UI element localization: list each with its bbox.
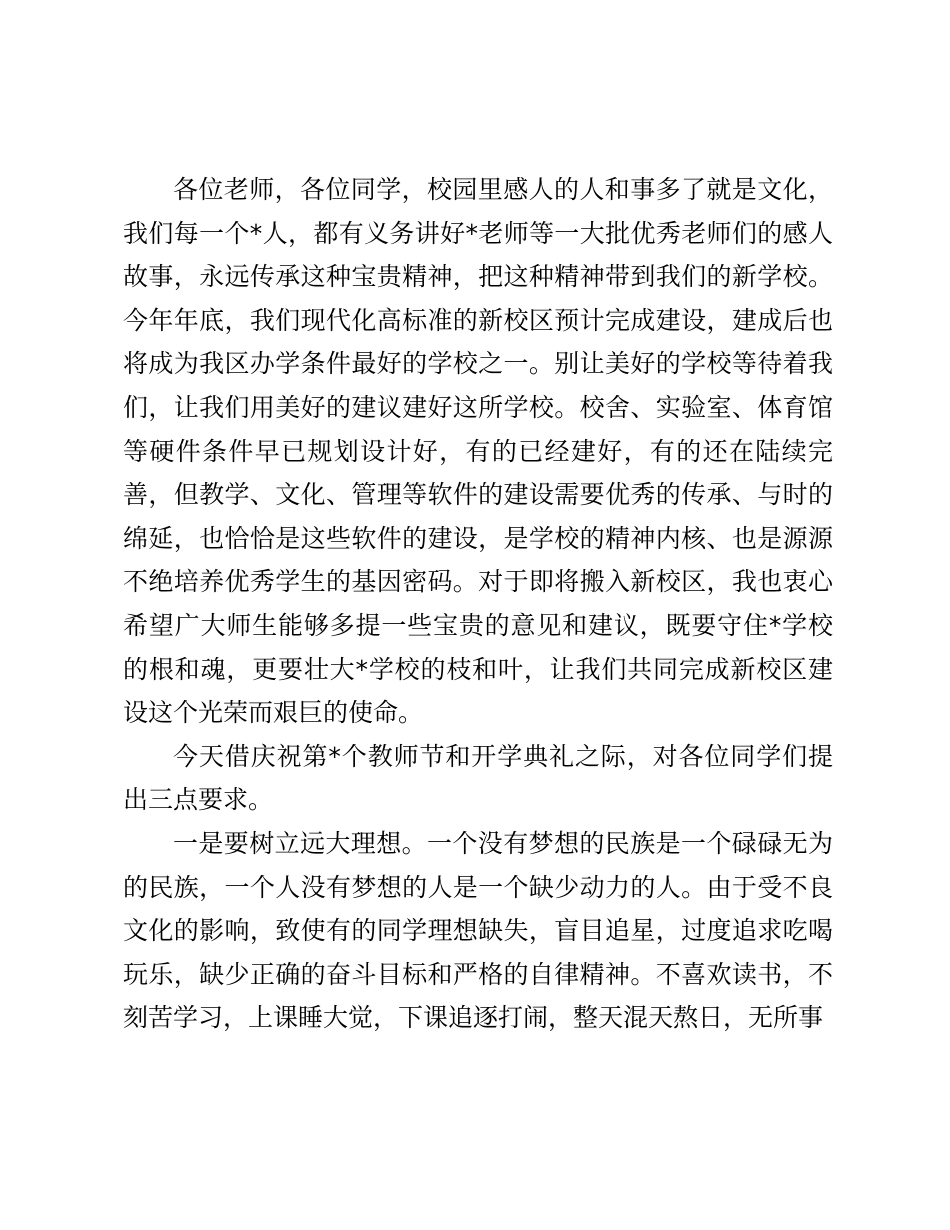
- paragraph-new-campus: 各位老师，各位同学，校园里感人的人和事多了就是文化，我们每一个*人，都有义务讲好*老师等一大批优秀老师们的感人故事，永远传承这种宝贵精神，把这种精神带到我们的新学校。今年年底，我们现代化高标准的新校区预计完成建设，建成后也将成为我区办学条件最好的学校之一。别让美好的学校等待着我们，让我们用美好的建议建好这所学校。校舍、实验室、体育馆等硬件条件早已规划设计好，有的已经建好，有的还在陆续完善，但教学、文化、管理等软件的建设需要优秀的传承、与时的绵延，也恰恰是这些软件的建设，是学校的精神内核、也是源源不绝培养优秀学生的基因密码。对于即将搬入新校区，我也衷心希望广大师生能够多提一些宝贵的意见和建议，既要守住*学校的根和魂，更要壮大*学校的枝和叶，让我们共同完成新校区建设这个光荣而艰巨的使命。: [123, 175, 833, 728]
- document-body: [123, 168, 833, 1040]
- paragraph-three-requirements: 今天借庆祝第*个教师节和开学典礼之际，对各位同学们提出三点要求。: [123, 741, 833, 815]
- paragraph-ideals: 一是要树立远大理想。一个没有梦想的民族是一个碌碌无为的民族，一个人没有梦想的人是一个缺少动力的人。由于受不良文化的影响，致使有的同学理想缺失，盲目追星，过度追求吃喝玩乐，缺少正确的奋斗目标和严格的自律精神。不喜欢读书，不刻苦学习，上课睡大觉，下课追逐打闹，整天混天熬日，无所事: [123, 828, 833, 1033]
